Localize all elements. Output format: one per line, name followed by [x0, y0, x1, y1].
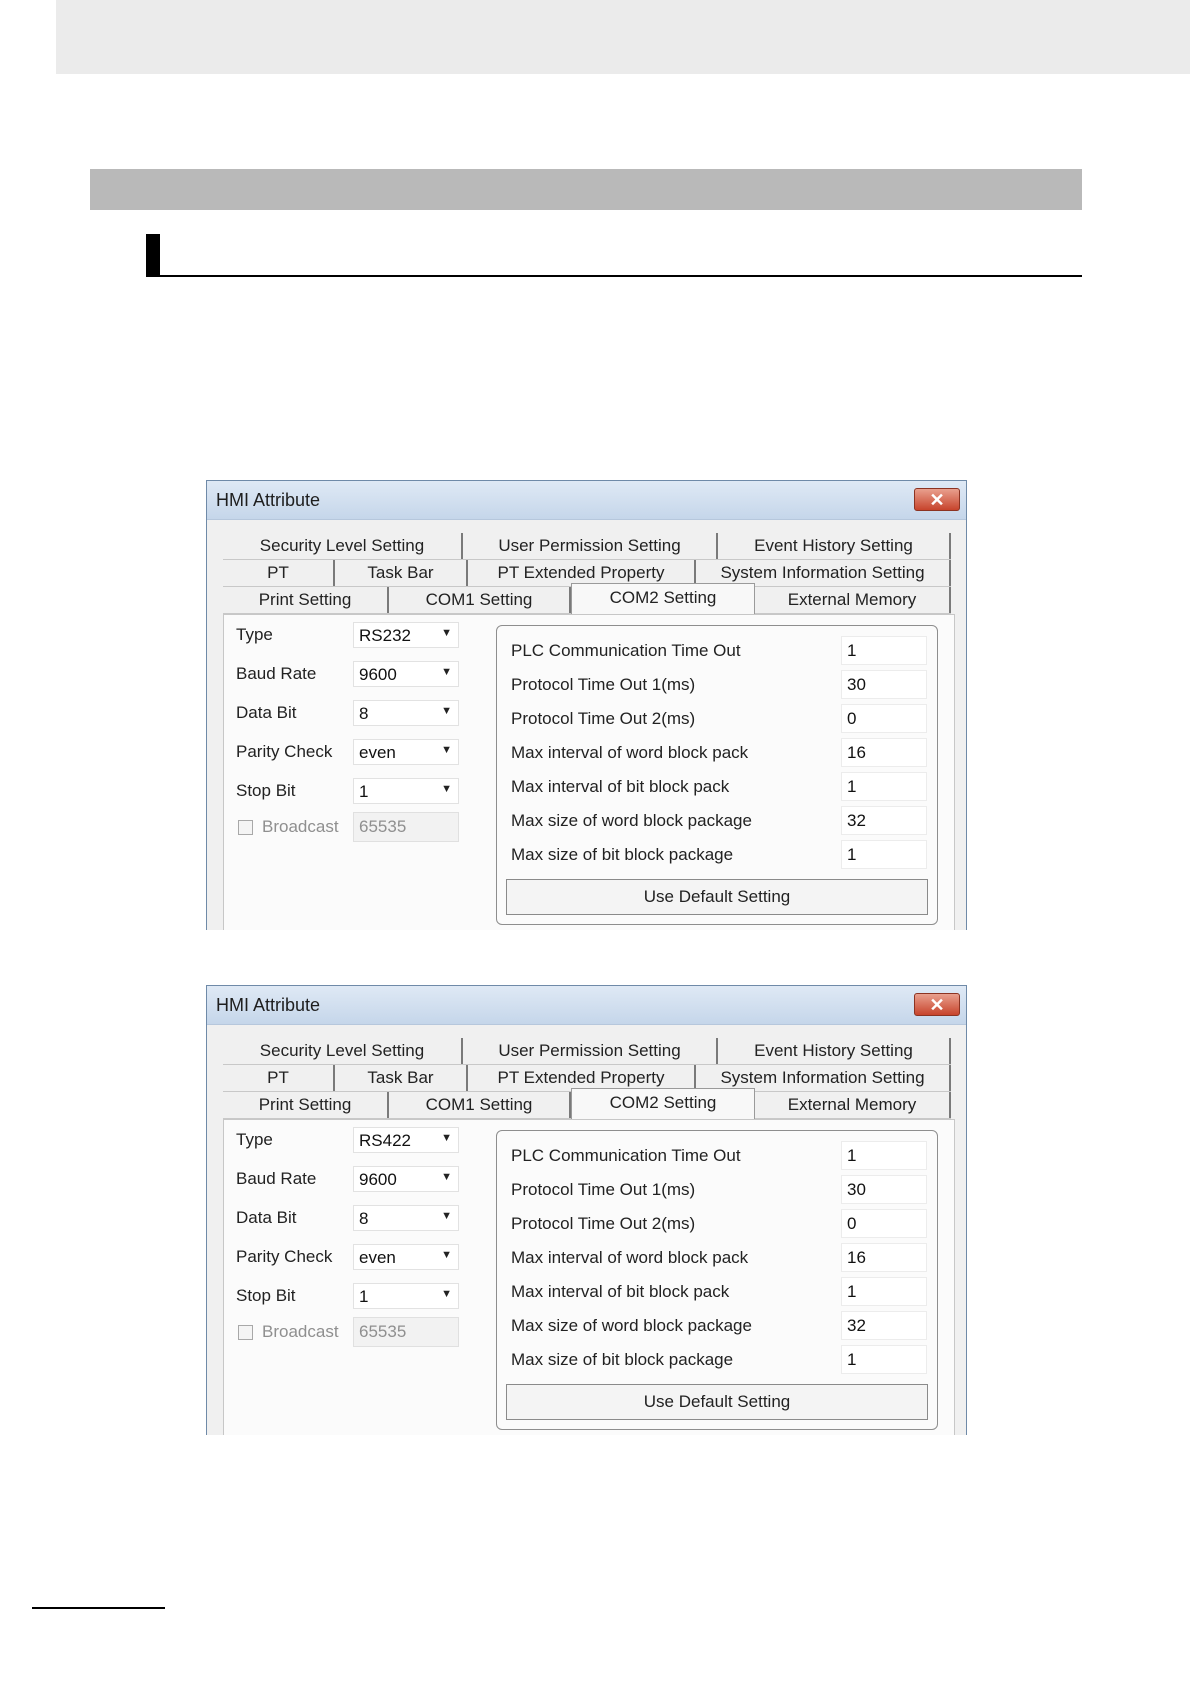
param-label: Max size of bit block package [511, 845, 734, 864]
data-bit-label: Data Bit [236, 1208, 297, 1227]
use-default-setting-button[interactable]: Use Default Setting [506, 879, 928, 915]
tab-event-history-setting[interactable]: Event History Setting [718, 1038, 951, 1064]
data-bit-select[interactable] [353, 1205, 459, 1231]
tab-row-3 [223, 1092, 951, 1119]
chevron-down-icon: ▼ [441, 666, 452, 678]
data-bit-label: Data Bit [236, 703, 297, 722]
param-label: Max size of word block package [511, 1316, 752, 1335]
use-default-setting-button[interactable]: Use Default Setting [506, 1384, 928, 1420]
type-select[interactable] [353, 1127, 459, 1153]
parity-check-label: Parity Check [236, 742, 333, 761]
tab-com1-setting[interactable]: COM1 Setting [389, 1092, 571, 1118]
tab-com2-setting[interactable]: COM2 Setting [571, 583, 755, 614]
param-label: Max size of word block package [511, 811, 752, 830]
type-select[interactable] [353, 622, 459, 648]
com2-settings-panel [223, 614, 955, 930]
tab-security-level-setting[interactable]: Security Level Setting [223, 533, 463, 559]
tab-row-1 [223, 1038, 951, 1065]
footer-rule [32, 1607, 165, 1609]
broadcast-checkbox[interactable] [238, 820, 253, 835]
tab-system-information-setting[interactable]: System Information Setting [696, 560, 951, 586]
param-value: 1 [847, 1350, 857, 1369]
tab-com1-setting[interactable]: COM1 Setting [389, 587, 571, 613]
hmi-attribute-dialog-rs232 [206, 480, 967, 930]
tab-print-setting[interactable]: Print Setting [223, 587, 389, 613]
tab-event-history-setting[interactable]: Event History Setting [718, 533, 951, 559]
section-heading-bar [90, 169, 1082, 210]
param-label: PLC Communication Time Out [511, 1146, 741, 1165]
stop-bit-label: Stop Bit [236, 1286, 296, 1305]
plc-communication-timeout-input[interactable] [841, 636, 927, 665]
param-value: 16 [847, 1248, 866, 1267]
chevron-down-icon: ▼ [441, 783, 452, 795]
broadcast-address-field [353, 1317, 459, 1347]
parity-check-select[interactable] [353, 739, 459, 765]
tab-pt[interactable]: PT [223, 1065, 335, 1091]
chevron-down-icon: ▼ [441, 1132, 452, 1144]
tab-strip [223, 533, 951, 614]
param-label: Max interval of bit block pack [511, 1282, 730, 1301]
plc-communication-timeout-input[interactable] [841, 1141, 927, 1170]
param-label: Protocol Time Out 1(ms) [511, 675, 696, 694]
max-interval-bit-block-input[interactable] [841, 1277, 927, 1306]
param-value: 1 [847, 1282, 857, 1301]
protocol-timeout-2-input[interactable] [841, 1209, 927, 1238]
close-button[interactable] [914, 993, 960, 1016]
tab-external-memory[interactable]: External Memory [755, 1092, 951, 1118]
data-bit-select[interactable] [353, 700, 459, 726]
chevron-down-icon: ▼ [441, 627, 452, 639]
hmi-attribute-dialog-rs422 [206, 985, 967, 1435]
tab-strip [223, 1038, 951, 1119]
tab-pt-extended-property[interactable]: PT Extended Property [468, 560, 696, 586]
type-label: Type [236, 625, 273, 644]
tab-user-permission-setting[interactable]: User Permission Setting [463, 533, 718, 559]
baud-rate-label: Baud Rate [236, 664, 317, 683]
chevron-down-icon: ▼ [441, 1249, 452, 1261]
param-value: 32 [847, 811, 866, 830]
broadcast-checkbox[interactable] [238, 1325, 253, 1340]
param-label: Max interval of word block pack [511, 1248, 749, 1267]
param-value: 0 [847, 1214, 857, 1233]
dialog-titlebar [207, 481, 966, 520]
tab-pt[interactable]: PT [223, 560, 335, 586]
type-value: RS422 [359, 1131, 411, 1150]
baud-rate-value: 9600 [359, 1170, 397, 1189]
broadcast-address-value: 65535 [359, 817, 407, 836]
param-value: 30 [847, 675, 866, 694]
param-value: 32 [847, 1316, 866, 1335]
close-button[interactable] [914, 488, 960, 511]
tab-row-3 [223, 587, 951, 614]
max-size-word-block-input[interactable] [841, 1311, 927, 1340]
type-value: RS232 [359, 626, 411, 645]
tab-user-permission-setting[interactable]: User Permission Setting [463, 1038, 718, 1064]
baud-rate-select[interactable] [353, 661, 459, 687]
protocol-timeout-2-input[interactable] [841, 704, 927, 733]
param-value: 1 [847, 845, 857, 864]
timeout-parameters-group [496, 1130, 938, 1430]
dialog-title: HMI Attribute [216, 490, 321, 510]
max-interval-word-block-input[interactable] [841, 1243, 927, 1272]
max-size-word-block-input[interactable] [841, 806, 927, 835]
parity-check-value: even [359, 1248, 396, 1267]
tab-print-setting[interactable]: Print Setting [223, 1092, 389, 1118]
tab-com2-setting[interactable]: COM2 Setting [571, 1088, 755, 1119]
protocol-timeout-1-input[interactable] [841, 670, 927, 699]
broadcast-label: Broadcast [262, 817, 339, 836]
max-size-bit-block-input[interactable] [841, 840, 927, 869]
com2-settings-panel [223, 1119, 955, 1435]
stop-bit-select[interactable] [353, 778, 459, 804]
close-icon: ✕ [929, 994, 945, 1015]
dialog-title: HMI Attribute [216, 995, 321, 1015]
chevron-down-icon: ▼ [441, 1171, 452, 1183]
stop-bit-select[interactable] [353, 1283, 459, 1309]
chevron-down-icon: ▼ [441, 1210, 452, 1222]
param-value: 1 [847, 777, 857, 796]
subsection-marker [146, 234, 160, 277]
type-label: Type [236, 1130, 273, 1149]
close-icon: ✕ [929, 489, 945, 510]
tab-task-bar[interactable]: Task Bar [335, 560, 468, 586]
tab-system-information-setting[interactable]: System Information Setting [696, 1065, 951, 1091]
max-interval-word-block-input[interactable] [841, 738, 927, 767]
param-value: 30 [847, 1180, 866, 1199]
broadcast-address-field [353, 812, 459, 842]
param-value: 16 [847, 743, 866, 762]
param-label: Protocol Time Out 2(ms) [511, 1214, 696, 1233]
parity-check-select[interactable] [353, 1244, 459, 1270]
baud-rate-select[interactable] [353, 1166, 459, 1192]
stop-bit-value: 1 [359, 782, 369, 801]
param-label: Protocol Time Out 2(ms) [511, 709, 696, 728]
subsection-rule [146, 275, 1082, 277]
param-label: Max interval of word block pack [511, 743, 749, 762]
param-label: Protocol Time Out 1(ms) [511, 1180, 696, 1199]
baud-rate-label: Baud Rate [236, 1169, 317, 1188]
dialog-titlebar [207, 986, 966, 1025]
param-label: PLC Communication Time Out [511, 641, 741, 660]
tab-pt-extended-property[interactable]: PT Extended Property [468, 1065, 696, 1091]
param-value: 1 [847, 1146, 857, 1165]
param-value: 0 [847, 709, 857, 728]
stop-bit-label: Stop Bit [236, 781, 296, 800]
data-bit-value: 8 [359, 704, 369, 723]
param-value: 1 [847, 641, 857, 660]
broadcast-address-value: 65535 [359, 1322, 407, 1341]
chevron-down-icon: ▼ [441, 705, 452, 717]
baud-rate-value: 9600 [359, 665, 397, 684]
parity-check-label: Parity Check [236, 1247, 333, 1266]
protocol-timeout-1-input[interactable] [841, 1175, 927, 1204]
tab-task-bar[interactable]: Task Bar [335, 1065, 468, 1091]
page-header-band [56, 0, 1190, 74]
tab-security-level-setting[interactable]: Security Level Setting [223, 1038, 463, 1064]
chevron-down-icon: ▼ [441, 744, 452, 756]
data-bit-value: 8 [359, 1209, 369, 1228]
max-size-bit-block-input[interactable] [841, 1345, 927, 1374]
broadcast-label: Broadcast [262, 1322, 339, 1341]
chevron-down-icon: ▼ [441, 1288, 452, 1300]
tab-external-memory[interactable]: External Memory [755, 587, 951, 613]
parity-check-value: even [359, 743, 396, 762]
tab-row-1 [223, 533, 951, 560]
max-interval-bit-block-input[interactable] [841, 772, 927, 801]
stop-bit-value: 1 [359, 1287, 369, 1306]
timeout-parameters-group [496, 625, 938, 925]
param-label: Max interval of bit block pack [511, 777, 730, 796]
param-label: Max size of bit block package [511, 1350, 734, 1369]
